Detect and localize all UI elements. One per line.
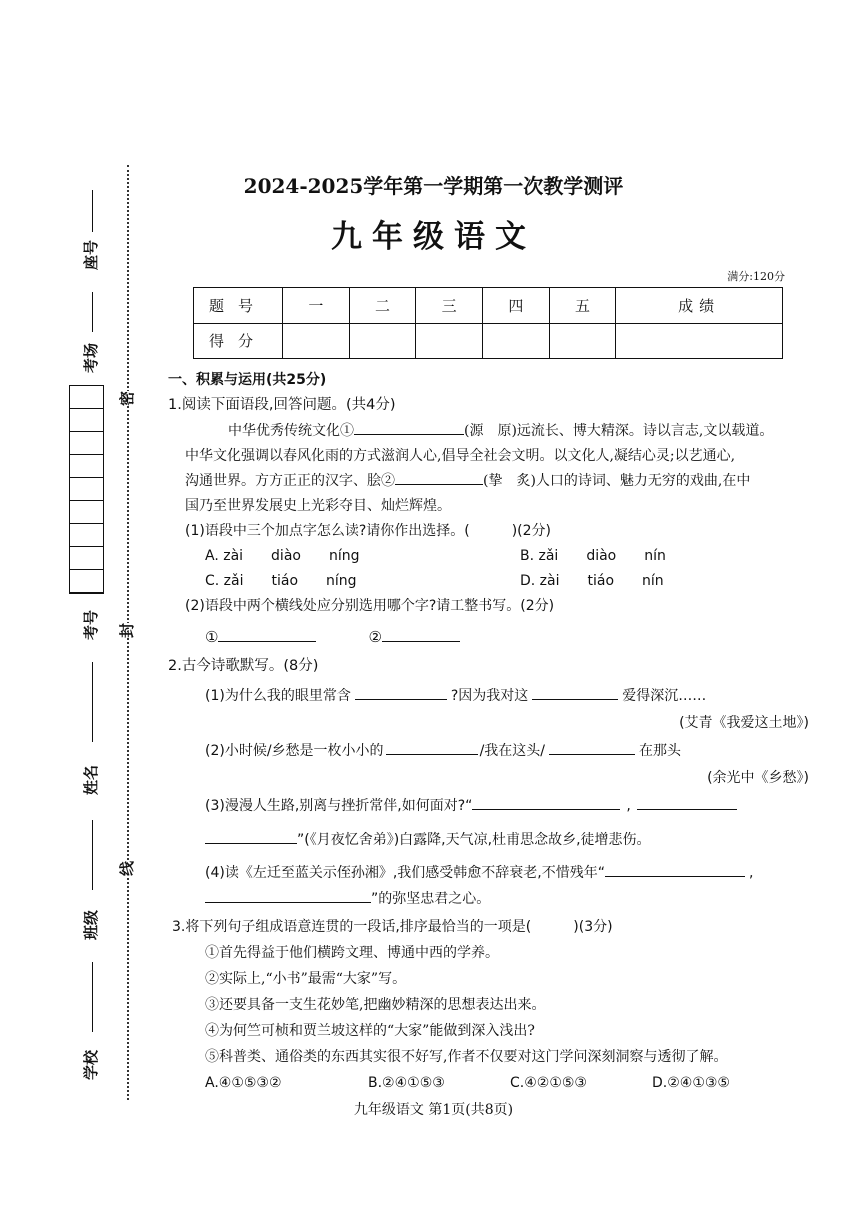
q3-option-a[interactable]: A.④①⑤③②: [205, 1075, 282, 1091]
q1-passage-1a: 中华优秀传统文化①: [228, 423, 354, 439]
cut-mark-mi: 密: [118, 390, 137, 407]
score-cell[interactable]: [283, 323, 350, 359]
class-field[interactable]: [92, 820, 93, 890]
score-row-label: 得分: [194, 323, 283, 359]
q2-line3-cont: [205, 833, 651, 847]
q2-blank-5[interactable]: [472, 809, 620, 810]
q2-blank-2[interactable]: [532, 699, 618, 700]
q1-passage-3a: 沟通世界。方方正正的汉字、脍②: [185, 473, 395, 489]
q1-option-c[interactable]: C. zǎi tiáo níng: [205, 573, 357, 589]
q2-stem: 2.古今诗歌默写。(8分): [168, 658, 319, 674]
school-field[interactable]: [92, 962, 93, 1032]
name-label: 姓名: [82, 764, 100, 795]
room-label: 考场: [82, 342, 100, 373]
full-score: 满分:120分: [727, 270, 785, 283]
q1-passage-line2: 中华文化强调以春风化雨的方式滋润人心,倡导全社会文明。以文化人,凝结心灵;以艺通心,: [185, 448, 736, 464]
school-label: 学校: [82, 1049, 100, 1080]
room-field[interactable]: [92, 292, 93, 332]
score-header-1: 一: [283, 288, 350, 324]
score-header-4: 四: [483, 288, 550, 324]
q1-sub2: (2)语段中两个横线处应分别选用哪个字?请工整书写。(2分): [185, 598, 555, 614]
q3-option-d[interactable]: D.②④①③⑤: [652, 1075, 730, 1091]
q3-option-c[interactable]: C.④②①⑤③: [510, 1075, 587, 1091]
q2-1a: (1)为什么我的眼里常含: [205, 688, 351, 704]
q2-line4-cont: [205, 892, 490, 906]
name-field[interactable]: [92, 662, 93, 742]
q2-1b: ?因为我对这: [450, 688, 529, 704]
score-cell[interactable]: [349, 323, 416, 359]
q2-line4: [205, 866, 753, 880]
q2-line2: [205, 744, 681, 758]
q1-option-b[interactable]: B. zǎi diào nín: [520, 548, 666, 564]
q2-2a: (2)小时候/乡愁是一枚小小的: [205, 743, 384, 759]
score-header-total: 成绩: [616, 288, 783, 324]
q2-blank-6[interactable]: [637, 809, 737, 810]
score-header-5: 五: [549, 288, 616, 324]
q2-blank-3[interactable]: [386, 754, 478, 755]
q2-blank-4[interactable]: [549, 754, 635, 755]
q1-passage-3b: (挚 炙)人口的诗词、魅力无穷的戏曲,在中: [483, 473, 751, 489]
q2-2c: 在那头: [639, 743, 681, 759]
q2-blank-9[interactable]: [205, 902, 371, 903]
section-heading: 一、积累与运用(共25分): [168, 372, 327, 388]
q1-write-line: [205, 630, 460, 645]
cut-mark-feng: 封: [118, 622, 137, 639]
score-table: [193, 287, 783, 359]
q1-sub1: (1)语段中三个加点字怎么读?请你作出选择。( )(2分): [185, 523, 552, 539]
q2-3a: (3)漫漫人生路,别离与挫折常伴,如何面对?“: [205, 798, 473, 814]
q2-blank-8[interactable]: [605, 876, 745, 877]
score-cell[interactable]: [483, 323, 550, 359]
q1-option-a[interactable]: A. zài diào níng: [205, 548, 360, 564]
q1-passage-line4: 国乃至世界发展史上光彩夺目、灿烂辉煌。: [185, 498, 451, 514]
q3-sentence-1: ①首先得益于他们横跨文理、博通中西的学养。: [205, 945, 499, 961]
q2-blank-7[interactable]: [205, 843, 297, 844]
score-cell[interactable]: [416, 323, 483, 359]
q2-line1: [205, 689, 706, 703]
q1-option-d[interactable]: D. zài tiáo nín: [520, 573, 664, 589]
q1-passage-line1: [228, 424, 773, 438]
q2-source-2: (余光中《乡愁》): [707, 770, 809, 786]
q2-4a: (4)读《左迁至蓝关示侄孙湘》,我们感受韩愈不辞衰老,不惜残年“: [205, 865, 605, 881]
q3-sentence-2: ②实际上,“小书”最需“大家”写。: [205, 971, 407, 987]
cut-mark-xian: 线: [118, 860, 137, 877]
score-header-3: 三: [416, 288, 483, 324]
q2-3c: ”(《月夜忆舍弟》)白露降,天气凉,杜甫思念故乡,徒增悲伤。: [297, 832, 651, 848]
q2-line3: [205, 799, 737, 813]
q2-3b: ,: [626, 798, 631, 814]
exam-number-grid[interactable]: [69, 385, 104, 594]
exam-title: 2024-2025学年第一学期第一次教学测评: [243, 174, 624, 198]
score-header-label: 题号: [194, 288, 283, 324]
q1-write-mark-1: ①: [205, 628, 219, 646]
score-header-2: 二: [349, 288, 416, 324]
q2-1c: 爱得深沉……: [622, 688, 707, 704]
score-cell[interactable]: [616, 323, 783, 359]
q3-sentence-5: ⑤科普类、通俗类的东西其实很不好写,作者不仅要对这门学问深刻洞察与透彻了解。: [205, 1049, 728, 1065]
q1-write-blank-1[interactable]: [218, 641, 316, 642]
subject-title: 九年级语文: [331, 219, 536, 255]
q2-blank-1[interactable]: [355, 699, 447, 700]
q2-4b: ,: [748, 865, 754, 881]
number-label: 考号: [82, 609, 100, 640]
score-cell[interactable]: [549, 323, 616, 359]
q1-blank-2[interactable]: [395, 484, 483, 485]
q1-write-blank-2[interactable]: [382, 641, 460, 642]
q2-source-1: (艾青《我爱这土地》): [679, 715, 809, 731]
q1-passage-line3: [185, 474, 750, 488]
q2-2b: /我在这头/: [479, 743, 545, 759]
q1-write-mark-2: ②: [368, 628, 382, 646]
class-label: 班级: [82, 909, 100, 940]
q2-4c: ”的弥坚忠君之心。: [371, 891, 491, 907]
q1-stem: 1.阅读下面语段,回答问题。(共4分): [168, 397, 396, 413]
q3-sentence-3: ③还要具备一支生花妙笔,把幽妙精深的思想表达出来。: [205, 997, 546, 1013]
q3-option-b[interactable]: B.②④①⑤③: [368, 1075, 445, 1091]
page-footer: 九年级语文 第1页(共8页): [353, 1102, 514, 1118]
seat-label: 座号: [82, 239, 100, 270]
q1-passage-1b: (源 原)远流长、博大精深。诗以言志,文以载道。: [464, 423, 774, 439]
q3-stem: 3.将下列句子组成语意连贯的一段话,排序最恰当的一项是( )(3分): [172, 919, 613, 935]
q3-sentence-4: ④为何竺可桢和贾兰坡这样的“大家”能做到深入浅出?: [205, 1023, 535, 1039]
q1-blank-1[interactable]: [354, 434, 464, 435]
